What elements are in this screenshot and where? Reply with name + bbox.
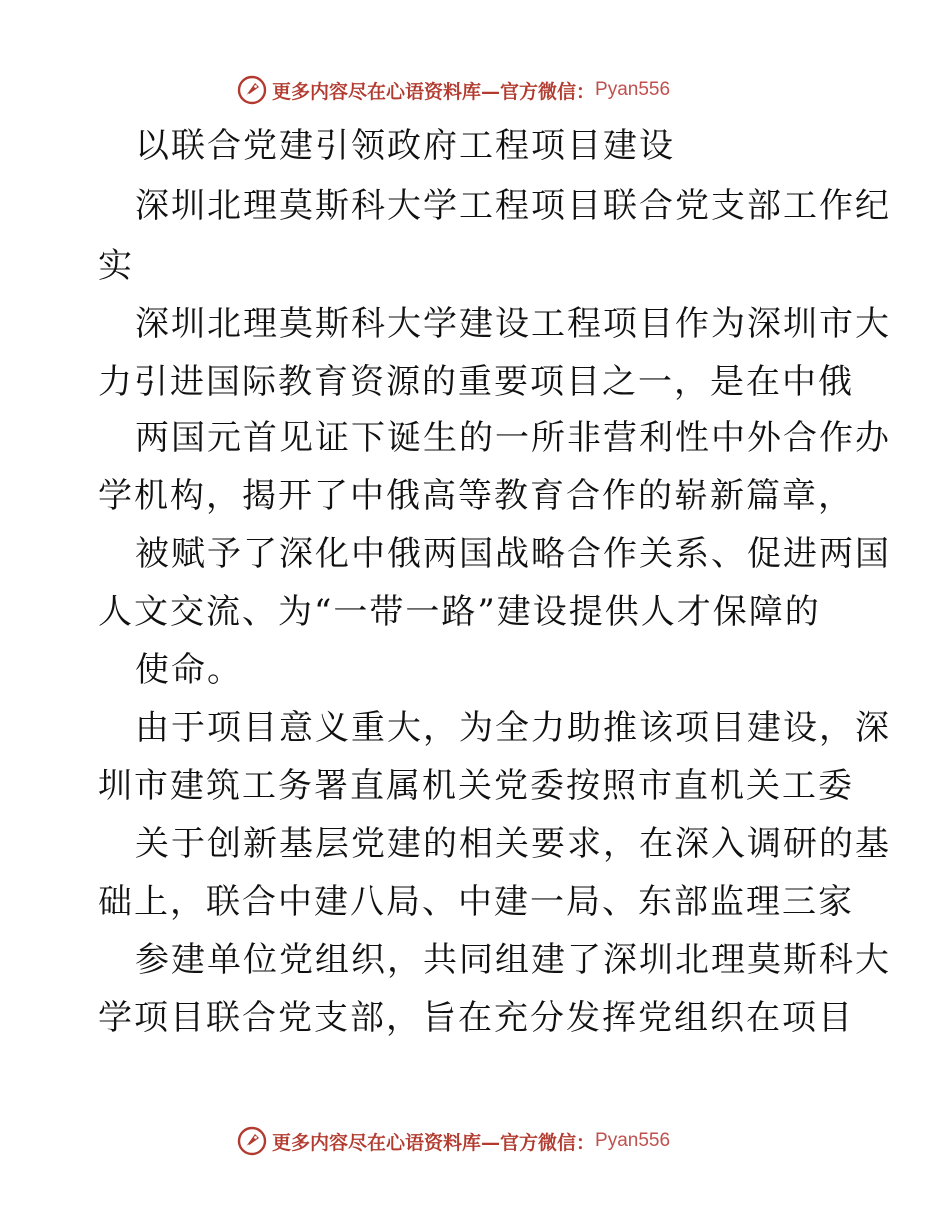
body-line: 学机构，揭开了中俄高等教育合作的崭新篇章，	[98, 476, 854, 516]
body-line: 力引进国际教育资源的重要项目之一，是在中俄	[98, 362, 854, 402]
pen-nib-logo-icon	[236, 1125, 268, 1157]
body-line: 使命。	[135, 650, 243, 690]
body-line: 两国元首见证下诞生的一所非营利性中外合作办	[135, 418, 891, 458]
wechat-id: Pyan556	[595, 79, 671, 100]
body-line: 由于项目意义重大，为全力助推该项目建设，深	[135, 708, 891, 748]
body-line: 学项目联合党支部，旨在充分发挥党组织在项目	[98, 998, 854, 1038]
body-line: 被赋予了深化中俄两国战略合作关系、促进两国	[135, 534, 891, 574]
document-title: 以联合党建引领政府工程项目建设	[135, 126, 675, 166]
body-line: 圳市建筑工务署直属机关党委按照市直机关工委	[98, 766, 854, 806]
document-subtitle-line-1: 深圳北理莫斯科大学工程项目联合党支部工作纪	[135, 186, 891, 226]
footer-watermark-banner[interactable]	[236, 1123, 670, 1159]
body-line: 础上，联合中建八局、中建一局、东部监理三家	[98, 882, 854, 922]
body-line: 参建单位党组织，共同组建了深圳北理莫斯科大	[135, 940, 891, 980]
pen-nib-logo-icon	[236, 74, 268, 106]
watermark-text: 更多内容尽在心语资料库—官方微信：	[272, 1131, 596, 1154]
body-line: 关于创新基层党建的相关要求，在深入调研的基	[135, 824, 891, 864]
document-subtitle-line-2: 实	[98, 246, 134, 286]
body-line: 深圳北理莫斯科大学建设工程项目作为深圳市大	[135, 304, 891, 344]
watermark-text: 更多内容尽在心语资料库—官方微信：	[272, 80, 596, 103]
header-watermark-banner[interactable]	[236, 72, 670, 108]
body-line: 人文交流、为“一带一路”建设提供人才保障的	[98, 592, 821, 632]
wechat-id: Pyan556	[595, 1130, 671, 1151]
